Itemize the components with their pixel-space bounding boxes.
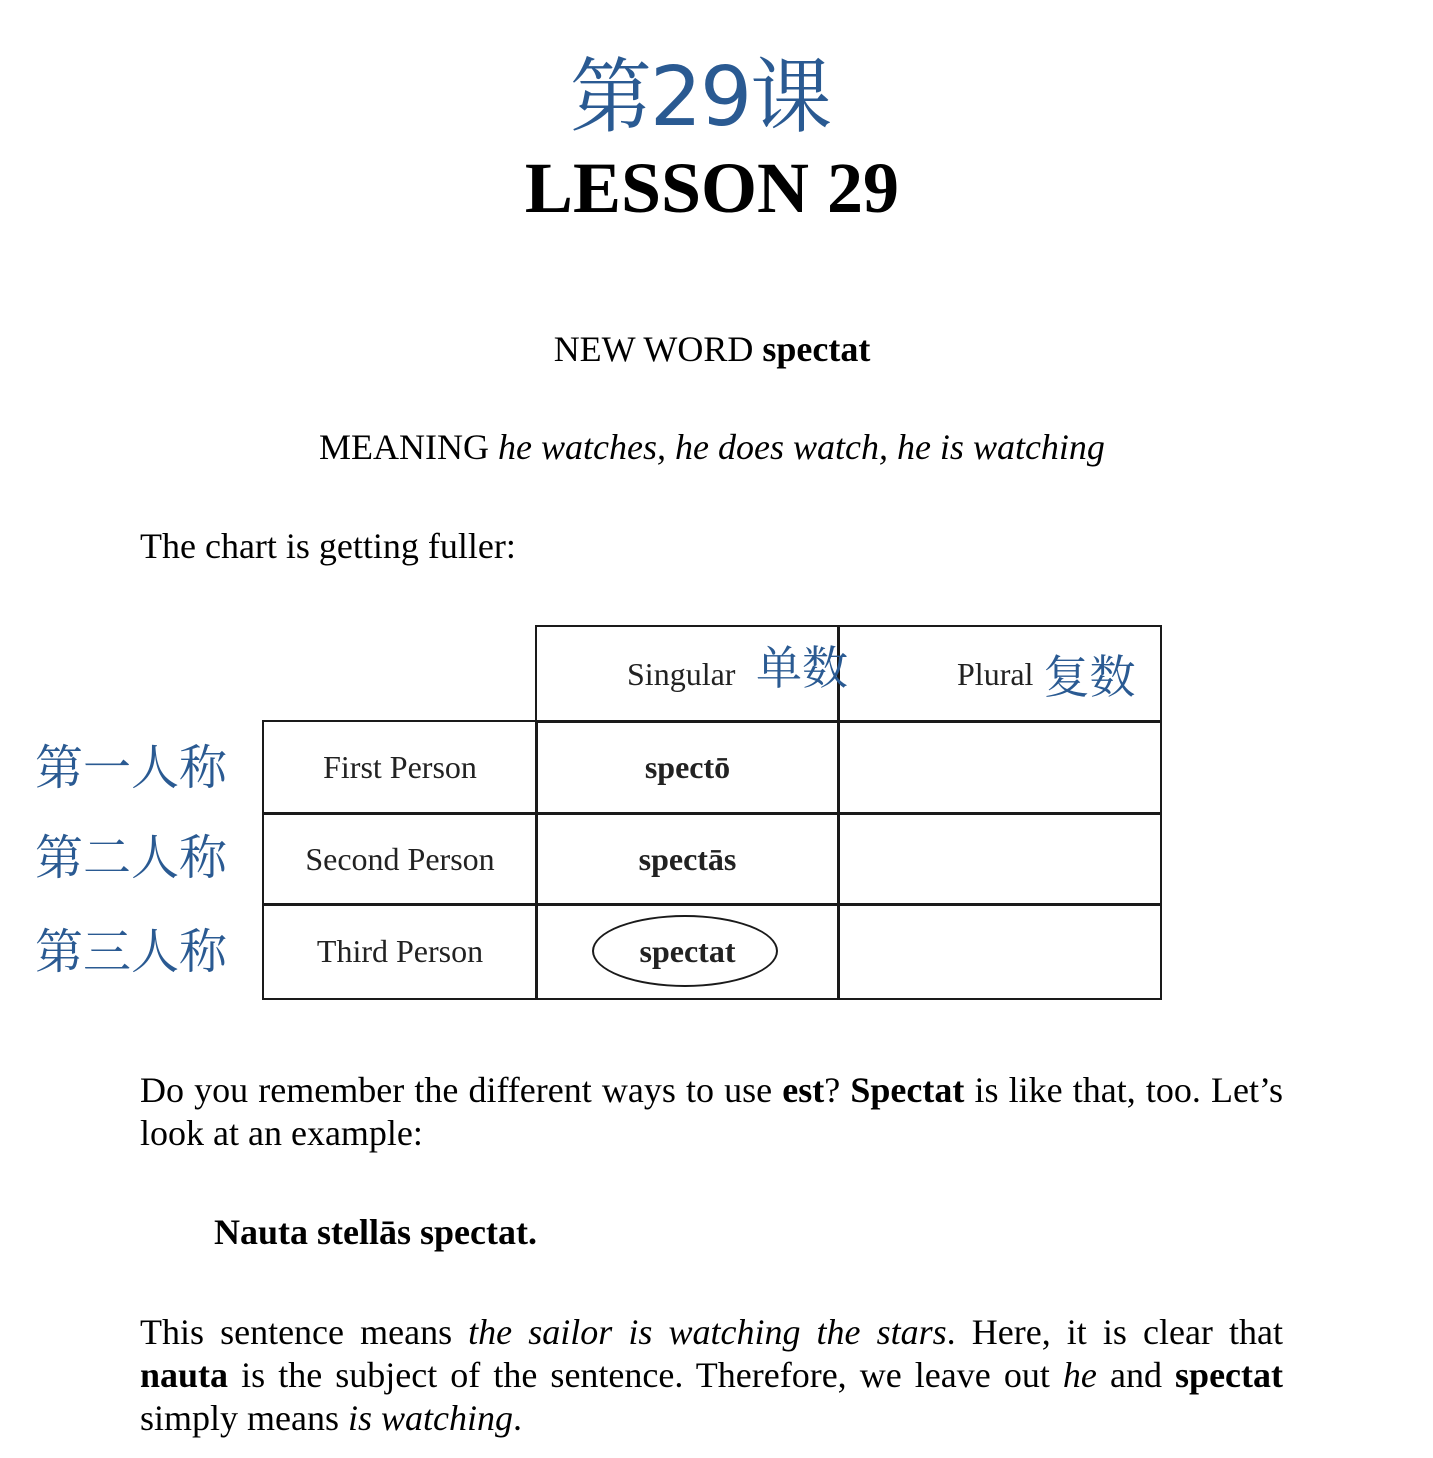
singular-form: spectō bbox=[644, 749, 731, 785]
meaning-text: he watches, he does watch, he is watching bbox=[498, 427, 1105, 467]
singular-form: spectat bbox=[639, 933, 736, 969]
bold-term: est bbox=[782, 1070, 825, 1110]
text-run: and bbox=[1096, 1355, 1176, 1395]
paragraph-explanation bbox=[140, 1311, 1283, 1440]
row-second-person-label bbox=[262, 812, 538, 906]
example-sentence: Nauta stellās spectat. bbox=[214, 1212, 537, 1252]
header-singular-label: Singular bbox=[627, 655, 736, 692]
row-third-person-plural bbox=[837, 903, 1162, 1000]
new-word-label: NEW WORD bbox=[553, 329, 754, 369]
text-run: is the subject of the sentence. Therefore, we leave out bbox=[228, 1355, 1063, 1395]
header-plural-label: Plural bbox=[957, 655, 1034, 692]
row-second-person-chinese: 第二人称 bbox=[35, 830, 228, 886]
singular-form: spectās bbox=[638, 840, 737, 877]
italic-term: is watching bbox=[347, 1398, 513, 1438]
new-word-value: spectat bbox=[762, 329, 871, 369]
header-plural-chinese: 复数 bbox=[1043, 650, 1136, 704]
person-label: First Person bbox=[323, 749, 477, 785]
row-third-person-label bbox=[262, 903, 538, 1000]
text-run: This sentence means bbox=[140, 1312, 469, 1352]
text-run: . bbox=[513, 1398, 522, 1438]
person-label: Third Person bbox=[316, 933, 484, 969]
bold-term: Spectat bbox=[850, 1070, 965, 1110]
person-label: Second Person bbox=[305, 840, 495, 877]
text-run: is like that, too. Let’s look at an example: bbox=[140, 1070, 1283, 1153]
bold-term: nauta bbox=[140, 1355, 229, 1395]
row-third-person-chinese: 第三人称 bbox=[35, 924, 228, 980]
row-first-person-singular bbox=[535, 720, 840, 815]
italic-term: the sailor is watching the stars bbox=[468, 1312, 947, 1352]
lesson-title: LESSON 29 bbox=[524, 148, 900, 228]
header-plural bbox=[837, 625, 1162, 723]
text-run: . Here, it is clear that bbox=[946, 1312, 1283, 1352]
row-first-person-plural bbox=[837, 720, 1162, 815]
header-singular-chinese: 单数 bbox=[756, 641, 848, 695]
meaning-line bbox=[0, 425, 1424, 469]
bold-term: spectat bbox=[1175, 1355, 1283, 1395]
italic-term: he bbox=[1062, 1355, 1097, 1395]
lesson-title-chinese: 第29课 bbox=[569, 50, 831, 145]
new-word-line bbox=[0, 327, 1424, 371]
meaning-label: MEANING bbox=[319, 427, 490, 467]
highlight-circle bbox=[592, 915, 778, 987]
row-first-person-chinese: 第一人称 bbox=[35, 740, 228, 796]
text-run: Do you remember the different ways to use bbox=[140, 1070, 783, 1110]
text-run: ? bbox=[824, 1070, 851, 1110]
row-second-person-plural bbox=[837, 812, 1162, 906]
text-run: simply means bbox=[140, 1398, 348, 1438]
paragraph-est bbox=[140, 1069, 1283, 1155]
row-first-person-label bbox=[262, 720, 538, 815]
intro-text: The chart is getting fuller: bbox=[140, 526, 516, 566]
row-second-person-singular bbox=[535, 812, 840, 906]
